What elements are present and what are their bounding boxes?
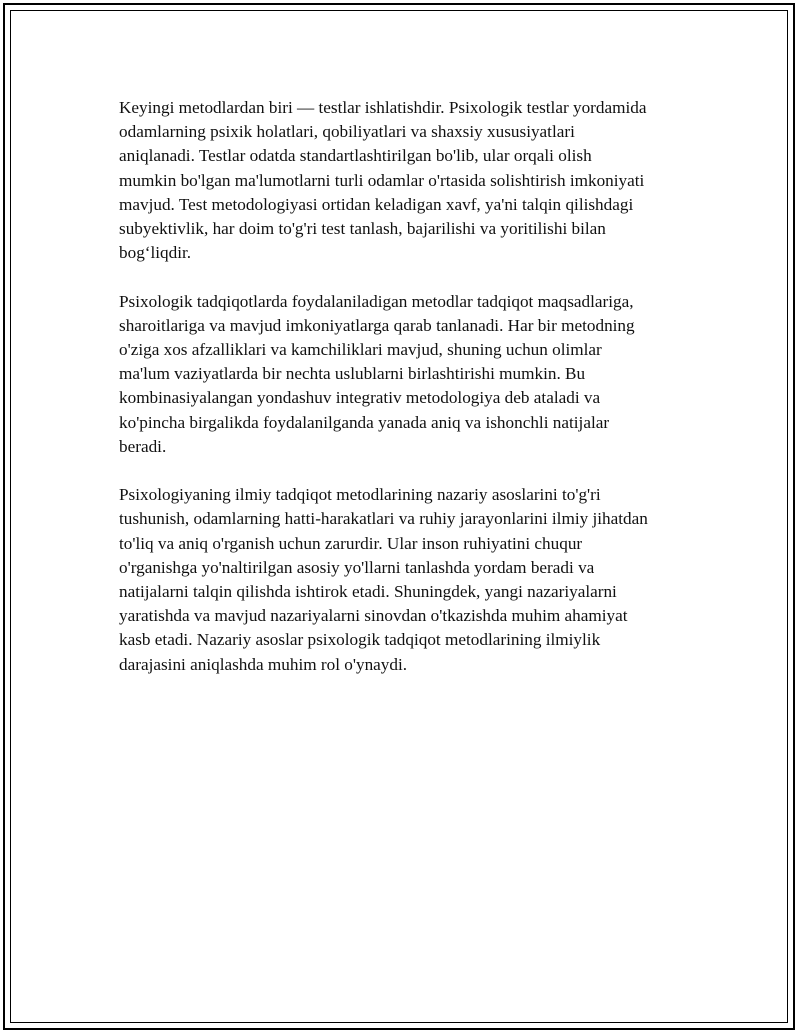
paragraph-1: Keyingi metodlardan biri — testlar ishlatishdir. Psixologik testlar yordamida odamlarning psixik holatlari, qobiliyatlari va shaxsiy xususiyatlari aniqlanadi. Testlar odatda standartlashtirilgan bo'lib, ular orqali olish mumkin bo'lgan ma'lumotlarni turli odamlar o'rtasida solishtirish imkoniyati mavjud. Test metodologiyasi ortidan keladigan xavf, ya'ni talqin qilishdagi subyektivlik, har doim to'g'ri test tanlash, bajarilishi va yoritilishi bilan bog‘liqdir. (119, 98, 647, 263)
document-page (3, 3, 795, 1030)
paragraph-2: Psixologik tadqiqotlarda foydalaniladigan metodlar tadqiqot maqsadlariga, sharoitlariga va mavjud imkoniyatlarga qarab tanlanadi. Har bir metodning o'ziga xos afzalliklari va kamchiliklari mavjud, shuning uchun olimlar ma'lum vaziyatlarda bir nechta uslublarni birlashtirishi mumkin. Bu kombinasiyalangan yondashuv integrativ metodologiya deb ataladi va ko'pincha birgalikda foydalanilganda yanada aniq va ishonchli natijalar beradi. (119, 291, 635, 456)
paragraph-3: Psixologiyaning ilmiy tadqiqot metodlarining nazariy asoslarini to'g'ri tushunish, odamlarning hatti-harakatlari va ruhiy jarayonlarini ilmiy jihatdan to'liq va aniq o'rganish uchun zarurdir. Ular inson ruhiyatini chuqur o'rganishga yo'naltirilgan asosiy yo'llarni tanlashda yordam beradi va natijalarni talqin qilishda ishtirok etadi. Shuningdek, yangi nazariyalarni yaratishda va mavjud nazariyalarni sinovdan o'tkazishda muhim ahamiyat kasb etadi. Nazariy asoslar psixologik tadqiqot metodlarining ilmiylik darajasini aniqlashda muhim rol o'ynaydi. (119, 485, 648, 674)
document-body (119, 96, 699, 701)
